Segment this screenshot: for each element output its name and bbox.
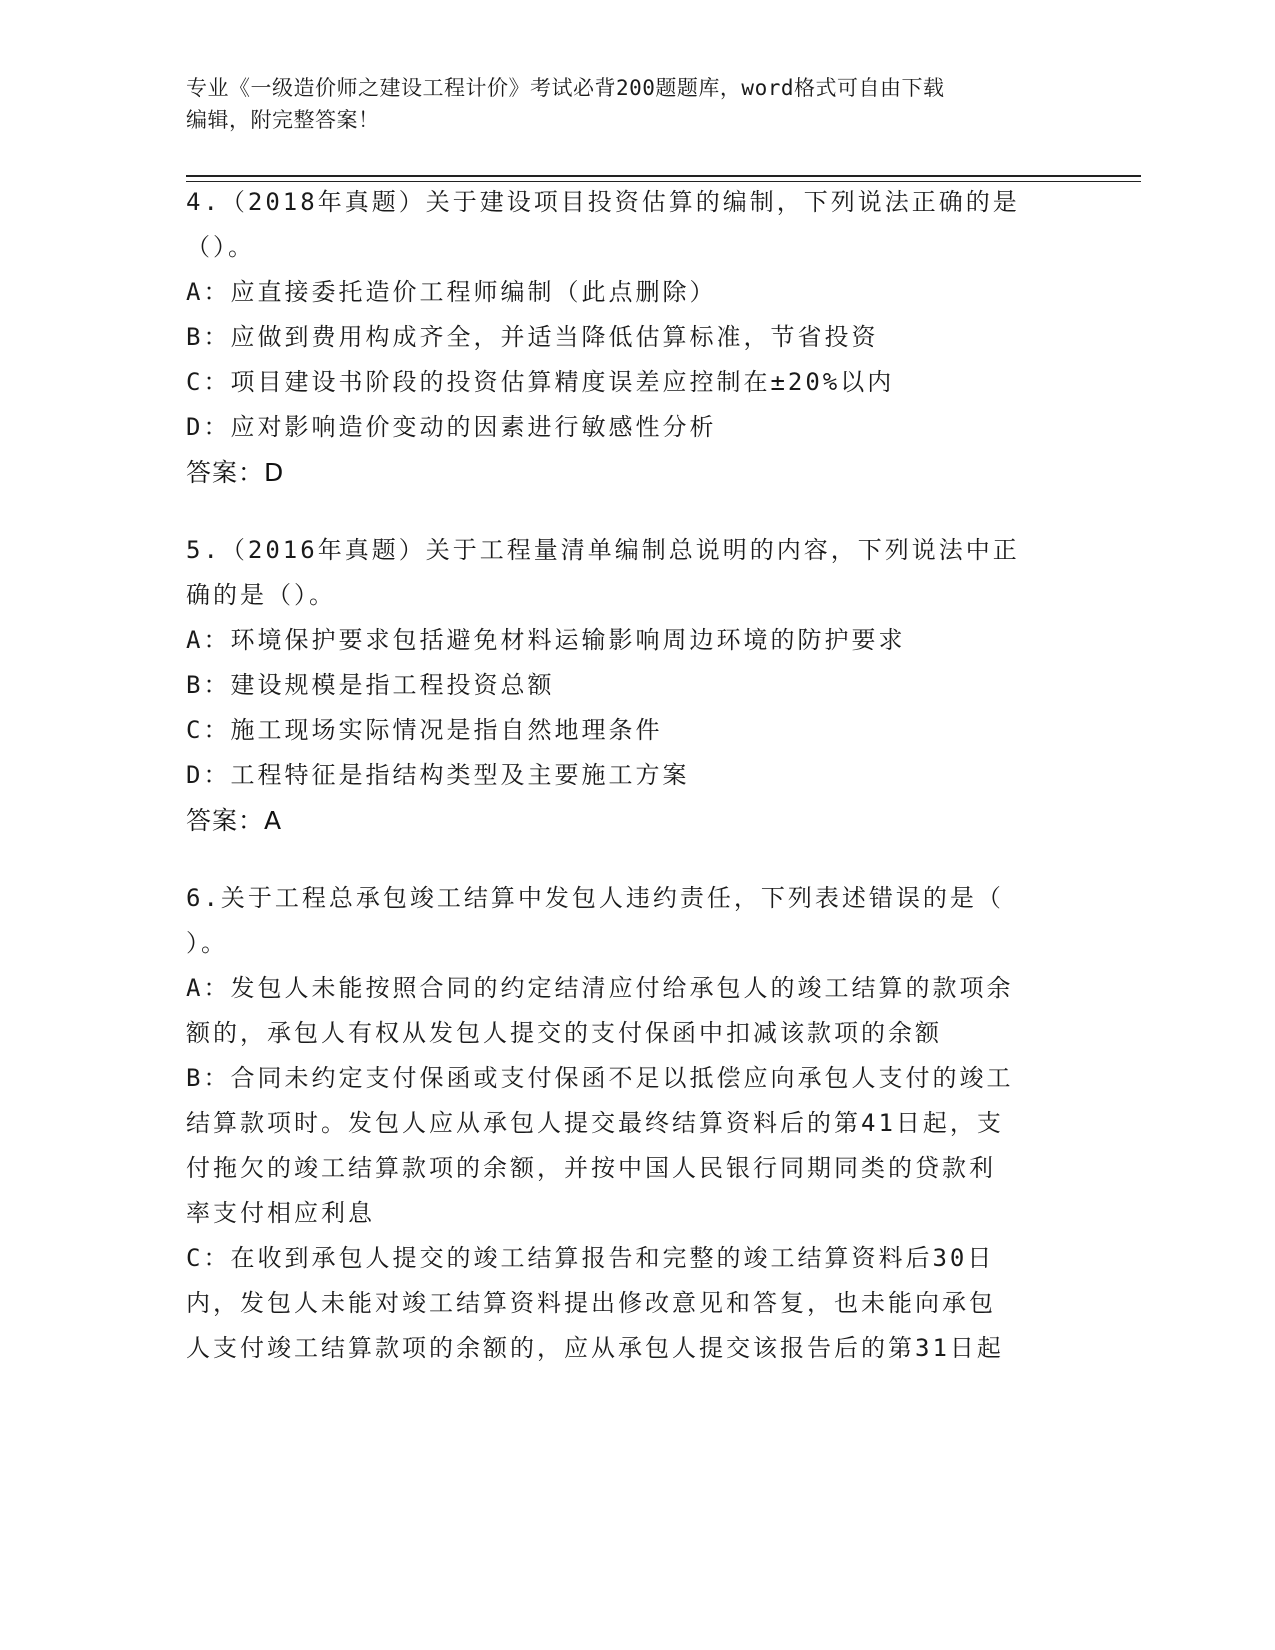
question-stem-cont: （）。: [186, 233, 255, 261]
question-stem-cont: 确的是（）。: [186, 581, 336, 609]
option-c-cont: 人支付竣工结算款项的余额的，应从承包人提交该报告后的第31日起: [186, 1334, 1004, 1362]
question-5: [186, 528, 1066, 843]
option-a: A：应直接委托造价工程师编制（此点删除）: [186, 278, 717, 306]
question-stem: 6.关于工程总承包竣工结算中发包人违约责任，下列表述错误的是（: [186, 884, 1004, 912]
option-c: C：项目建设书阶段的投资估算精度误差应控制在±20%以内: [186, 368, 895, 396]
document-header: [186, 72, 1066, 136]
header-line-1: 专业《一级造价师之建设工程计价》考试必背200题题库，word格式可自由下载: [186, 76, 945, 100]
option-b: B：建设规模是指工程投资总额: [186, 671, 555, 699]
question-stem-cont: ）。: [186, 929, 228, 957]
option-c: C：在收到承包人提交的竣工结算报告和完整的竣工结算资料后30日: [186, 1244, 995, 1272]
option-a: A：发包人未能按照合同的约定结清应付给承包人的竣工结算的款项余: [186, 974, 1014, 1002]
option-d: D：应对影响造价变动的因素进行敏感性分析: [186, 413, 717, 441]
option-d: D：工程特征是指结构类型及主要施工方案: [186, 761, 690, 789]
option-b: B：合同未约定支付保函或支付保函不足以抵偿应向承包人支付的竣工: [186, 1064, 1014, 1092]
option-a-cont: 额的，承包人有权从发包人提交的支付保函中扣减该款项的余额: [186, 1019, 942, 1047]
option-b-cont: 结算款项时。发包人应从承包人提交最终结算资料后的第41日起，支: [186, 1109, 1004, 1137]
option-c-cont: 内，发包人未能对竣工结算资料提出修改意见和答复，也未能向承包: [186, 1289, 996, 1317]
header-divider: [186, 175, 1141, 177]
answer-label: 答案：D: [186, 458, 285, 487]
option-b-cont: 率支付相应利息: [186, 1199, 375, 1227]
question-6: [186, 876, 1066, 1371]
answer-label: 答案：A: [186, 806, 283, 835]
question-stem: 4.（2018年真题）关于建设项目投资估算的编制，下列说法正确的是: [186, 188, 1020, 216]
option-a: A：环境保护要求包括避免材料运输影响周边环境的防护要求: [186, 626, 906, 654]
option-c: C：施工现场实际情况是指自然地理条件: [186, 716, 663, 744]
header-line-2: 编辑，附完整答案！: [186, 108, 380, 132]
option-b-cont: 付拖欠的竣工结算款项的余额，并按中国人民银行同期同类的贷款利: [186, 1154, 996, 1182]
question-4: [186, 180, 1066, 495]
question-stem: 5.（2016年真题）关于工程量清单编制总说明的内容，下列说法中正: [186, 536, 1020, 564]
option-b: B：应做到费用构成齐全，并适当降低估算标准，节省投资: [186, 323, 879, 351]
